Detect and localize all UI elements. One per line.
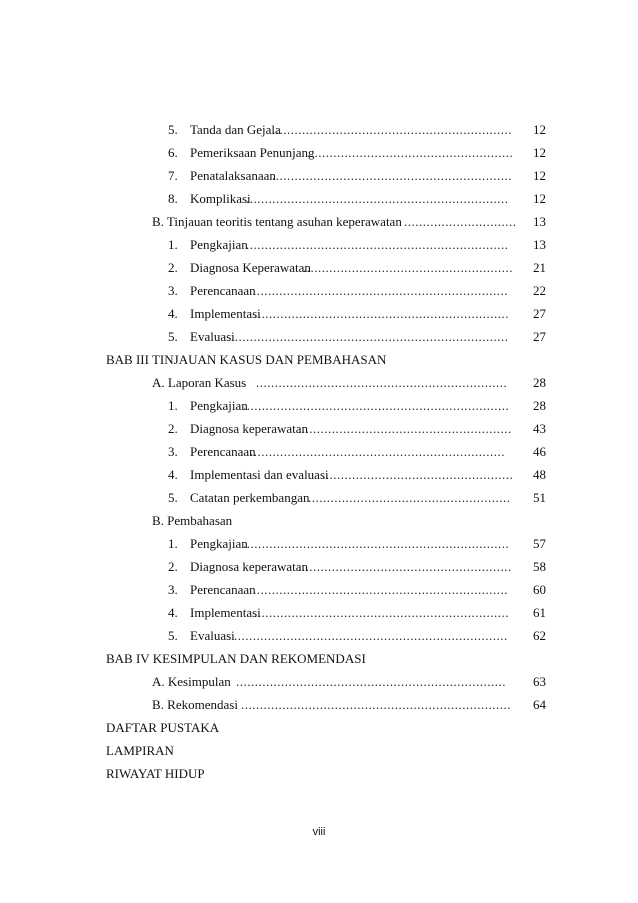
toc-item-label: Evaluasi (190, 628, 235, 643)
toc-row (0, 695, 638, 715)
toc-page-number: 60 (533, 582, 546, 597)
daftar-pustaka-heading: DAFTAR PUSTAKA (106, 720, 220, 735)
leader-dots: ......................................................... (298, 559, 512, 574)
toc-row (0, 626, 638, 646)
toc-page-number: 12 (533, 122, 546, 137)
toc-row (0, 143, 638, 163)
toc-item-label: Perencanaan (190, 582, 256, 597)
toc-row (0, 327, 638, 347)
toc-item-number: 1. (168, 536, 178, 551)
toc-row (0, 189, 638, 209)
lampiran-heading: LAMPIRAN (106, 743, 174, 758)
toc-section-label: B. Pembahasan (152, 513, 233, 528)
toc-row (0, 212, 638, 232)
chapter-title: BAB IV KESIMPULAN DAN REKOMENDASI (106, 651, 366, 666)
toc-item-label: Perencanaan (190, 283, 256, 298)
toc-item-number: 4. (168, 605, 178, 620)
leader-dots: ....................................................................... (243, 536, 510, 551)
toc-item-number: 2. (168, 260, 178, 275)
leader-dots: ......................................................................... (234, 628, 508, 643)
toc-item-label: Catatan perkembangan (190, 490, 310, 505)
toc-item-label: Diagnosa Keperawatan (190, 260, 311, 275)
toc-page-number: 27 (533, 306, 546, 321)
toc-item-number: 2. (168, 559, 178, 574)
toc-item-label: Implementasi (190, 605, 261, 620)
toc-item-number: 8. (168, 191, 178, 206)
toc-page-number: 62 (533, 628, 546, 643)
leader-dots: ......................................................... (298, 421, 512, 436)
leader-dots: .................................................................... (254, 605, 509, 620)
leader-dots: ...................................................... (308, 490, 511, 505)
toc-page-number: 21 (533, 260, 546, 275)
toc-page-number: 46 (533, 444, 546, 459)
leader-dots: ........................................................................ (236, 674, 506, 689)
toc-item-label: Pengkajian (190, 536, 248, 551)
toc-section-label: B. Rekomendasi (152, 697, 238, 712)
leader-dots: .................................................................... (250, 444, 505, 459)
toc-row (0, 373, 638, 393)
leader-dots: .................................................................... (253, 582, 508, 597)
toc-row (0, 603, 638, 623)
toc-row (0, 534, 638, 554)
toc-item-number: 3. (168, 283, 178, 298)
toc-item-label: Pemeriksaan Penunjang (190, 145, 315, 160)
toc-item-label: Implementasi dan evaluasi (190, 467, 329, 482)
toc-item-number: 2. (168, 421, 178, 436)
toc-item-number: 3. (168, 444, 178, 459)
toc-item-number: 3. (168, 582, 178, 597)
toc-row (0, 488, 638, 508)
toc-row (0, 465, 638, 485)
toc-row (0, 672, 638, 692)
toc-item-label: Komplikasi (190, 191, 251, 206)
toc-item-label: Evaluasi (190, 329, 235, 344)
leader-dots: ................................................................... (256, 375, 508, 390)
toc-page-number: 13 (533, 237, 546, 252)
riwayat-hidup-heading: RIWAYAT HIDUP (106, 766, 205, 781)
toc-section-label: A. Kesimpulan (152, 674, 231, 689)
toc-page-number: 64 (533, 697, 546, 712)
toc-row (0, 281, 638, 301)
toc-row (0, 396, 638, 416)
toc-page-number: 12 (533, 191, 546, 206)
toc-section-label: A. Laporan Kasus (152, 375, 247, 390)
toc-item-number: 1. (168, 237, 178, 252)
toc-row (0, 304, 638, 324)
toc-page-number: 63 (533, 674, 546, 689)
toc-row (0, 166, 638, 186)
toc-page-number: 12 (533, 168, 546, 183)
toc-item-number: 5. (168, 122, 178, 137)
toc-item-number: 1. (168, 398, 178, 413)
toc-item-label: Penatalaksanaan (190, 168, 276, 183)
toc-item-number: 6. (168, 145, 178, 160)
toc-page-number: 58 (533, 559, 546, 574)
toc-item-label: Diagnosa keperawatan (190, 421, 309, 436)
leader-dots: ................................................................ (272, 122, 512, 137)
page-number-footer: viii (312, 826, 326, 838)
leader-dots: ........................................................ (303, 260, 513, 275)
leader-dots: ...................................................................... (246, 237, 509, 252)
toc-page-number: 48 (533, 467, 546, 482)
toc-row (0, 511, 638, 531)
toc-item-number: 4. (168, 467, 178, 482)
toc-item-label: Diagnosa keperawatan (190, 559, 309, 574)
toc-row (0, 419, 638, 439)
toc-item-number: 7. (168, 168, 178, 183)
toc-item-number: 4. (168, 306, 178, 321)
toc-item-number: 5. (168, 490, 178, 505)
toc-page-number: 28 (533, 375, 546, 390)
toc-item-label: Pengkajian (190, 237, 248, 252)
toc-row (0, 120, 638, 140)
leader-dots: ................................................................ (272, 168, 512, 183)
leader-dots: .......................................................................... (231, 329, 509, 344)
toc-item-label: Perencanaan (190, 444, 256, 459)
toc-item-number: 5. (168, 628, 178, 643)
leader-dots: ........................................................................ (241, 697, 511, 712)
toc-item-label: Implementasi (190, 306, 261, 321)
toc-page-number: 51 (533, 490, 546, 505)
toc-item-label: Tanda dan Gejala (190, 122, 281, 137)
toc-item-number: 5. (168, 329, 178, 344)
toc-section-label: B. Tinjauan teoritis tentang asuhan keperawatan (152, 214, 402, 229)
chapter-title: BAB III TINJAUAN KASUS DAN PEMBAHASAN (106, 352, 387, 367)
toc-page-number: 27 (533, 329, 546, 344)
leader-dots: ....................................................................... (243, 398, 510, 413)
toc-page-number: 22 (533, 283, 546, 298)
leader-dots: ...................................................................... (246, 191, 509, 206)
leader-dots: .................................................................... (254, 306, 509, 321)
toc-page-number: 43 (533, 421, 546, 436)
toc-item-label: Pengkajian (190, 398, 248, 413)
toc-row (0, 258, 638, 278)
leader-dots: ....................................................... (307, 145, 514, 160)
leader-dots: ................................................... (322, 467, 514, 482)
toc-row (0, 235, 638, 255)
toc-row (0, 557, 638, 577)
toc-row (0, 580, 638, 600)
toc-row (0, 442, 638, 462)
leader-dots: .................................................................... (253, 283, 508, 298)
toc-page-number: 28 (533, 398, 546, 413)
toc-page-number: 57 (533, 536, 546, 551)
toc-page-number: 61 (533, 605, 546, 620)
leader-dots: .............................. (404, 214, 517, 229)
toc-page-number: 13 (533, 214, 546, 229)
toc-page-number: 12 (533, 145, 546, 160)
